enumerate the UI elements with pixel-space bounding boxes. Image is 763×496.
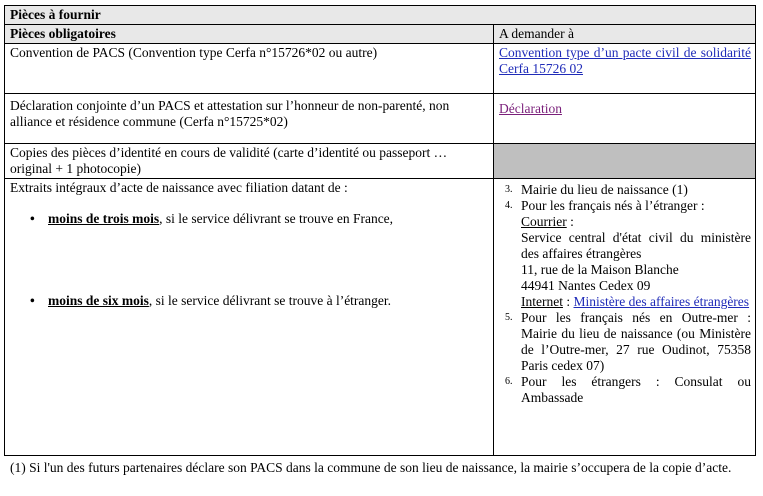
row-declaration-label: Déclaration conjointe d’un PACS et attestation sur l’honneur de non-parenté, non alliance et résidence commune (Cerfa n°15725*02) [5, 94, 494, 144]
step-mairie: 3. Mairie du lieu de naissance (1) [505, 182, 688, 197]
row-declaration-cell [494, 94, 756, 144]
step-etrangers: 6. Pour les étrangers : Consulat ou Ambassade [505, 374, 752, 405]
bullet-trois-mois: • moins de trois mois, si le service délivrant se trouve en France, [30, 211, 394, 226]
footnote: (1) Si l'un des futurs partenaires déclare son PACS dans la commune de son lieu de naissance, la mairie s’occupera de la copie d’acte. [10, 460, 732, 475]
courier-city: 44941 Nantes Cedex 09 [521, 278, 651, 293]
courier-service: Service central d'état civil du ministère des affaires étrangères [521, 230, 752, 261]
row-actes-demander-cell [494, 179, 756, 456]
courier-block: Courrier : Service central d'état civil du ministère des affaires étrangères 11, rue de la Maison Blanche 44941 Nantes Cedex 09 [521, 214, 752, 293]
documents-table [4, 5, 756, 456]
courier-label: Courrier [521, 214, 567, 229]
ministere-link[interactable]: Ministère des affaires étrangères [573, 294, 750, 309]
row-convention-label: Convention de PACS (Convention type Cerfa n°15726*02 ou autre) [5, 44, 494, 94]
step-outre-mer: 5. Pour les français nés en Outre-mer : Mairie du lieu de naissance (ou Ministère de l’Outre-mer, 27 rue Oudinot, 75358 Paris cedex 07) [505, 310, 752, 373]
step-etranger: 4. Pour les français nés à l’étranger : Courrier : Service central d'état civil du ministère des affaires étrangères 11, rue de la Maison Blanche 44941 Nantes Cedex 09 Internet : Ministère des affaires étrangères [505, 198, 752, 309]
row-actes-cell [5, 179, 494, 456]
row-convention-cell [494, 44, 756, 94]
row-identite-empty-cell [494, 144, 756, 179]
bullet-icon: • [30, 211, 35, 226]
internet-label: Internet [521, 294, 563, 309]
courier-street: 11, rue de la Maison Blanche [521, 262, 679, 277]
row-identite-label: Copies des pièces d’identité en cours de validité (carte d’identité ou passeport … original + 1 photocopie) [5, 144, 494, 179]
bullet-six-mois: • moins de six mois, si le service délivrant se trouve à l’étranger. [30, 293, 392, 308]
convention-link[interactable]: Convention type d’un pacte civil de solidarité Cerfa 15726 02 [499, 45, 752, 76]
table-title: Pièces à fournir [5, 6, 756, 25]
declaration-link[interactable]: Déclaration [499, 101, 562, 116]
internet-block: Internet : Ministère des affaires étrangères [521, 294, 750, 309]
column-header-pieces: Pièces obligatoires [5, 25, 494, 44]
actes-intro: Extraits intégraux d’acte de naissance avec filiation datant de : [10, 180, 348, 195]
column-header-demander: A demander à [494, 25, 756, 44]
bullet-icon: • [30, 293, 35, 308]
